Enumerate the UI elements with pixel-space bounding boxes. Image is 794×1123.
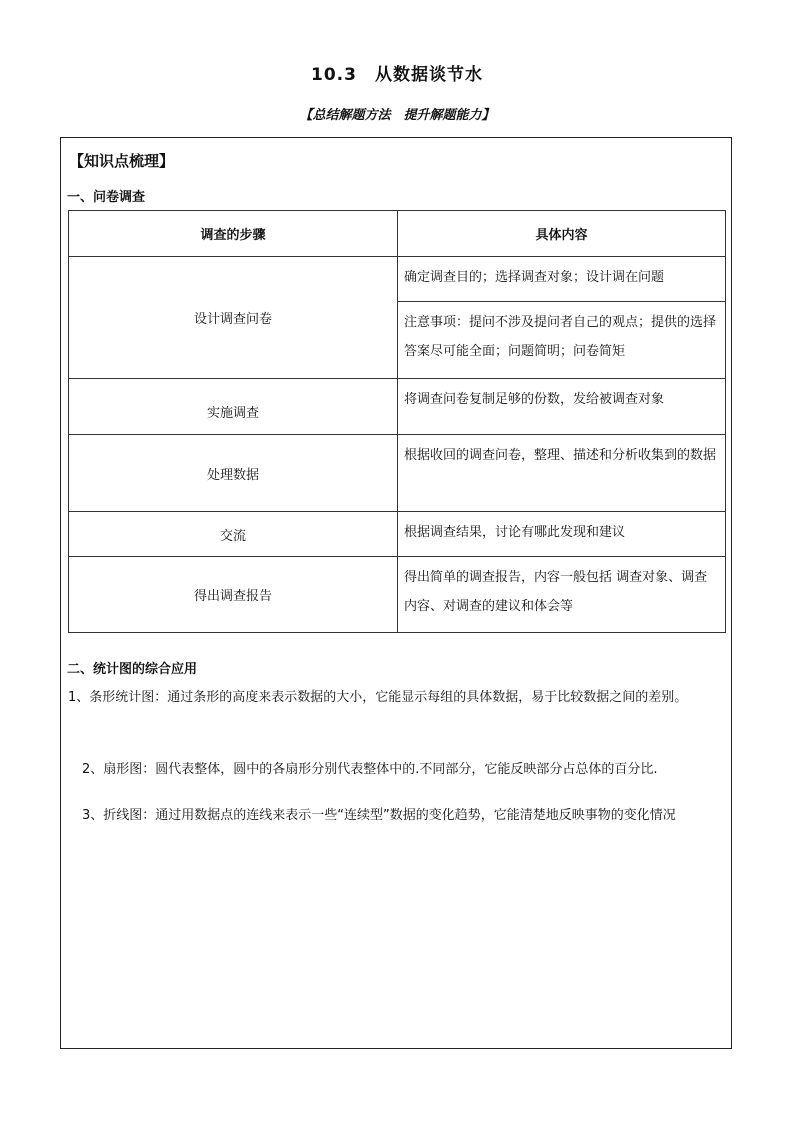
- part2-heading: 二、统计图的综合应用: [67, 662, 198, 677]
- list-item: 1、条形统计图：通过条形的高度来表示数据的大小，它能显示每组的具体数据，易于比较数据之间的差别。: [68, 690, 688, 705]
- table-cell-step: 处理数据: [69, 435, 398, 512]
- table-header-content: 具体内容: [398, 211, 726, 257]
- table-row: [69, 435, 726, 512]
- table-cell-step: 实施调查: [69, 379, 398, 435]
- list-item: 2、扇形图：圆代表整体，圆中的各扇形分别代表整体中的.不同部分，它能反映部分占总体的百分比.: [82, 762, 658, 777]
- table-cell-content: 将调查问卷复制足够的份数，发给被调查对象: [398, 379, 726, 435]
- table-row: [69, 512, 726, 557]
- table-row: [69, 257, 726, 302]
- table-cell-content: 注意事项：提问不涉及提问者自己的观点；提供的选择答案尽可能全面；问题简明；问卷简矩: [398, 302, 726, 379]
- table-cell-step: 交流: [69, 512, 398, 557]
- part1-heading: 一、问卷调查: [67, 190, 146, 205]
- list-item: 3、折线图：通过用数据点的连线来表示一些“连续型”数据的变化趋势，它能清楚地反映事物的变化情况: [82, 808, 676, 823]
- table-cell-content: 确定调查目的；选择调查对象；设计调在问题: [398, 257, 726, 302]
- table-cell-step: 设计调查问卷: [69, 257, 398, 379]
- table-cell-step: 得出调查报告: [69, 557, 398, 633]
- table-header-step: 调查的步骤: [69, 211, 398, 257]
- table-header-row: [69, 211, 726, 257]
- table-cell-content: 得出简单的调查报告，内容一般包括 调查对象、调查内容、对调查的建议和体会等: [398, 557, 726, 633]
- table-cell-content: 根据收回的调查问卷，整理、描述和分析收集到的数据: [398, 435, 726, 512]
- page-subtitle: 【总结解题方法 提升解题能力】: [299, 108, 495, 123]
- section-title: 【知识点梳理】: [69, 152, 175, 170]
- content-frame: [60, 137, 732, 1049]
- table-row: [69, 557, 726, 633]
- table-row: [69, 379, 726, 435]
- page-title: 10.3 从数据谈节水: [311, 65, 483, 85]
- table-cell-content: 根据调查结果，讨论有哪此发现和建议: [398, 512, 726, 557]
- survey-steps-table: [68, 210, 726, 633]
